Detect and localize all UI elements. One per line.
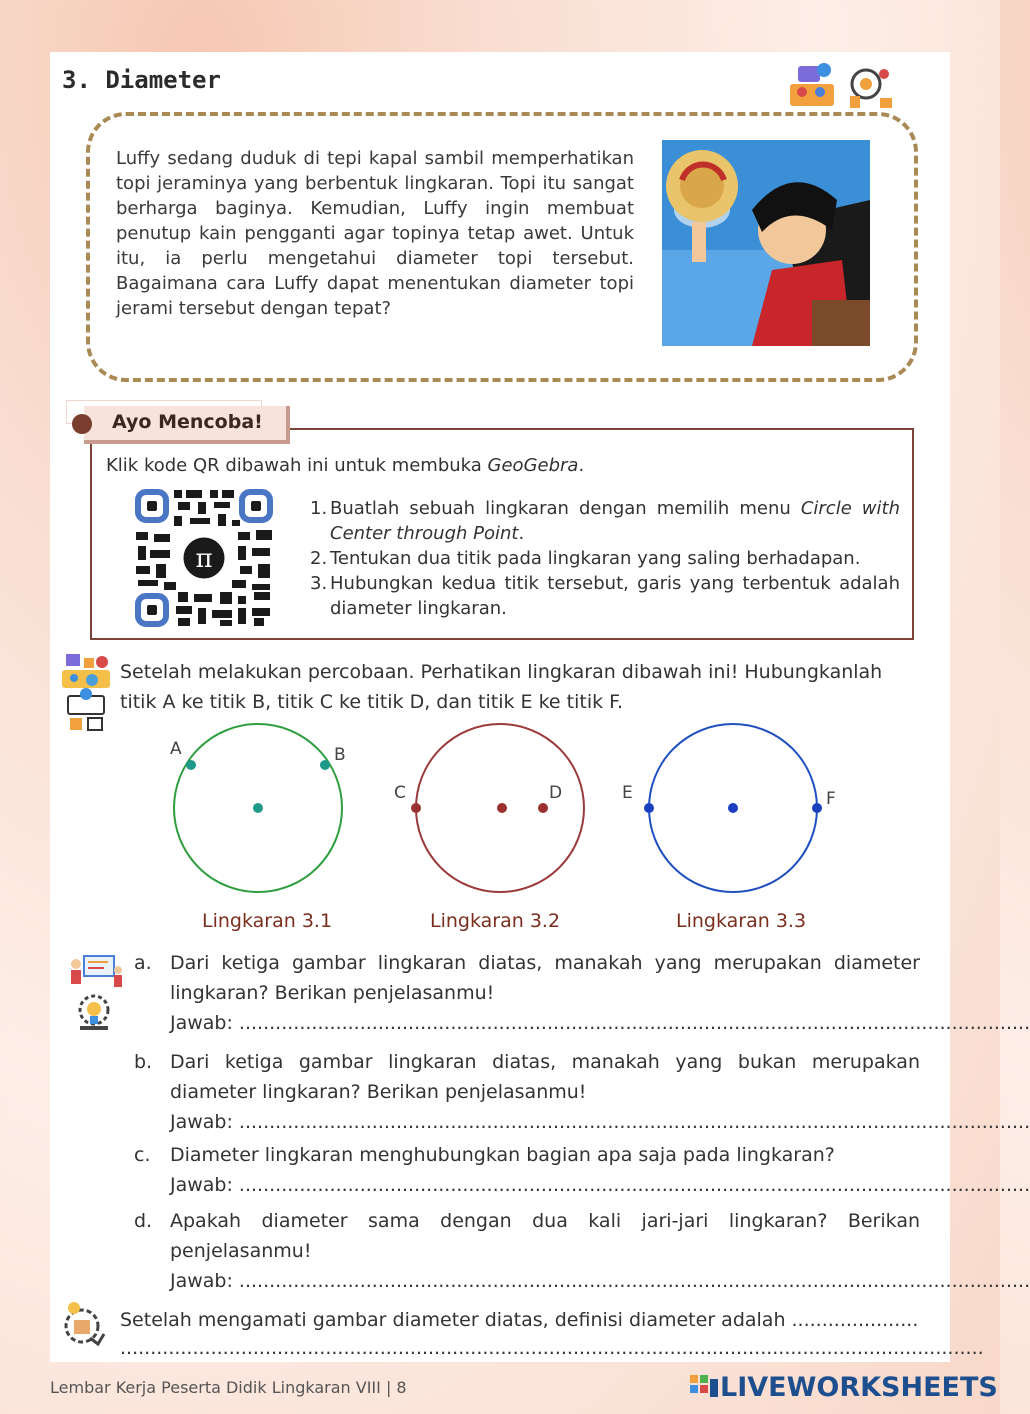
center-point [497,803,507,813]
definition-answer-field[interactable]: ............................................................................................................................................... [120,1337,984,1359]
point-b [320,760,330,770]
luffy-picture [662,140,870,346]
presentation-icon [66,952,124,992]
experiment-instruction: Setelah melakukan percobaan. Perhatikan lingkaran dibawah ini! Hubungkanlah titik A ke titik B, titik C ke titik D, dan titik E ke titik F. [120,661,883,713]
label-c: C [394,783,406,803]
teamwork-gear-icon [784,58,894,110]
question-a: a. Dari ketiga gambar lingkaran diatas, manakah yang merupakan diameter lingkaran? Berikan penjelasanmu! Jawab: ................................................................................................................................... [134,948,920,1038]
step-item: 2. Tentukan dua titik pada lingkaran yang saling berhadapan. [310,548,861,569]
label-a: A [170,739,182,759]
try-intro: Klik kode QR dibawah ini untuk membuka GeoGebra. [106,455,585,476]
tab-bullet [72,414,92,434]
step-item: 3. Hubungkan kedua titik tersebut, garis yang terbentuk adalah diameter lingkaran. [310,573,900,619]
story-text: Luffy sedang duduk di tepi kapal sambil memperhatikan topi jeraminya yang berbentuk lingkaran. Topi itu sangat berharga baginya. Kemudian, Luffy ingin membuat penutup kain pengganti agar topinya tetap awet. Untuk itu, ia perlu mengetahui diameter topi tersebut. Bagaimana cara Luffy dapat menentukan diameter topi jerami tersebut dengan tepat? [116,148,634,319]
circle-figures [150,730,890,910]
question-b: b. Dari ketiga gambar lingkaran diatas, manakah yang bukan merupakan diameter lingkaran? Berikan penjelasanmu! Jawab: ................................................................................................................................... [134,1047,920,1137]
question-d: d. Apakah diameter sama dengan dua kali jari-jari lingkaran? Berikan penjelasanmu! Jawab: ................................................................................................................................... [134,1206,920,1296]
try-tab-label: Ayo Mencoba! [112,411,263,433]
circle-3-1 [170,724,346,892]
answer-field-a[interactable]: Jawab: ................................................................................................................................... [170,1012,1030,1034]
label-f: F [826,789,836,809]
point-e [644,803,654,813]
point-a [186,760,196,770]
caption-circle-3-1: Lingkaran 3.1 [202,910,333,932]
circle-3-2 [394,724,584,892]
label-e: E [622,783,633,803]
brand-name: LIVEWORKSHEETS [720,1372,998,1403]
idea-gear-icon [62,1300,106,1350]
qr-pi-symbol: π [195,544,213,574]
point-f [812,803,822,813]
point-d [538,803,548,813]
liveworksheets-logo[interactable] [690,1372,998,1403]
answer-field-c[interactable]: Jawab: ................................................................................................................................... [170,1174,1030,1196]
answer-field-b[interactable]: Jawab: ................................................................................................................................... [170,1111,1030,1133]
question-c: c. Diameter lingkaran menghubungkan bagian apa saja pada lingkaran? Jawab: ................................................................................................................................... [134,1140,920,1200]
center-point [728,803,738,813]
geogebra-qr-code[interactable] [134,488,274,628]
caption-circle-3-3: Lingkaran 3.3 [676,910,807,932]
page-footer: Lembar Kerja Peserta Didik Lingkaran VIII | 8 [50,1378,407,1397]
definition-prompt: Setelah mengamati gambar diameter diatas, definisi diameter adalah ..................... ............................................................................................................................................... [120,1306,920,1362]
caption-circle-3-2: Lingkaran 3.2 [430,910,561,932]
experiment-icon [60,652,112,734]
label-d: D [549,783,563,803]
label-b: B [334,745,346,765]
circle-3-3 [622,724,836,892]
lightbulb-gear-icon [74,994,114,1032]
answer-field-d[interactable]: Jawab: ................................................................................................................................... [170,1270,1030,1292]
steps-list [310,496,900,621]
step-item: 1. Buatlah sebuah lingkaran dengan memilih menu Circle with Center through Point. [310,498,900,544]
center-point [253,803,263,813]
geogebra-link[interactable]: GeoGebra [487,455,579,476]
liveworksheets-icon [690,1375,720,1401]
point-c [411,803,421,813]
section-title: 3. Diameter [62,66,221,94]
